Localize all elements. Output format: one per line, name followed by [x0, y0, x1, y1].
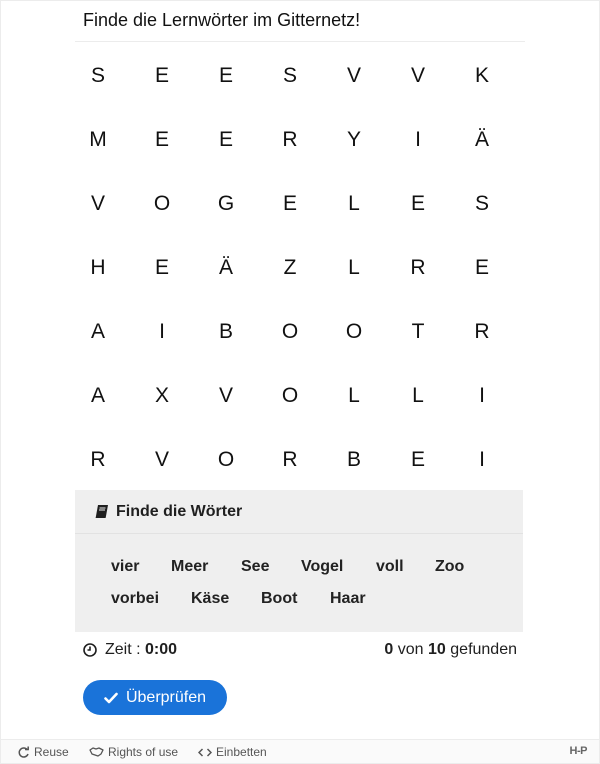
grid-cell[interactable]: A — [90, 384, 105, 407]
grid-cell[interactable]: V — [346, 64, 361, 87]
grid-cell[interactable]: V — [154, 448, 169, 471]
status-bar — [83, 641, 517, 661]
grid-cell[interactable]: O — [153, 192, 171, 215]
words-panel — [75, 490, 523, 632]
grid-cell[interactable]: V — [218, 384, 233, 407]
found-count: 0 — [384, 641, 394, 658]
grid-cell[interactable]: Z — [283, 256, 297, 279]
grid-cell[interactable]: X — [154, 384, 169, 407]
grid-cell[interactable]: V — [90, 192, 105, 215]
grid-cell[interactable]: E — [410, 448, 425, 471]
grid-cell[interactable]: S — [474, 192, 489, 215]
grid-cell[interactable]: E — [154, 256, 169, 279]
letter-grid[interactable] — [66, 44, 514, 492]
grid-cell[interactable]: L — [348, 384, 360, 407]
code-icon — [198, 747, 212, 758]
embed-label: Einbetten — [216, 745, 267, 759]
footer — [1, 739, 599, 763]
grid-cell[interactable]: R — [90, 448, 106, 471]
found-total: 10 — [428, 641, 446, 658]
word-item: Käse — [191, 590, 230, 607]
word-item: Boot — [261, 590, 298, 607]
grid-cell[interactable]: O — [281, 320, 299, 343]
timer-value: 0:00 — [145, 641, 178, 658]
divider — [75, 41, 525, 42]
words-panel-header — [75, 490, 523, 534]
words-panel-title: Finde die Wörter — [116, 502, 243, 520]
grid-cell[interactable]: R — [410, 256, 426, 279]
word-item: vorbei — [111, 590, 160, 607]
reuse-icon — [17, 746, 30, 759]
word-item: vier — [111, 558, 140, 575]
grid-cell[interactable]: M — [89, 128, 107, 151]
grid-cell[interactable]: V — [410, 64, 425, 87]
reuse-label: Reuse — [34, 745, 69, 759]
embed-link[interactable] — [198, 745, 267, 759]
rights-link[interactable] — [89, 745, 178, 759]
rights-label: Rights of use — [108, 745, 179, 759]
timer-label: Zeit : — [105, 641, 141, 658]
grid-cell[interactable]: E — [154, 64, 169, 87]
word-item: Zoo — [435, 558, 465, 575]
grid-cell[interactable]: O — [345, 320, 363, 343]
grid-cell[interactable]: Ä — [218, 256, 233, 279]
grid-cell[interactable]: A — [90, 320, 105, 343]
grid-cell[interactable]: L — [348, 256, 360, 279]
word-item: Vogel — [301, 558, 344, 575]
grid-cell[interactable]: T — [411, 320, 425, 343]
grid-cell[interactable]: E — [410, 192, 425, 215]
grid-cell[interactable]: E — [218, 128, 233, 151]
grid-cell[interactable]: S — [282, 64, 297, 87]
reuse-link[interactable] — [17, 745, 69, 759]
grid-cell[interactable]: Y — [346, 128, 361, 151]
grid-cell[interactable]: R — [474, 320, 490, 343]
grid-cell[interactable]: H — [90, 256, 106, 279]
grid-cell[interactable]: O — [281, 384, 299, 407]
grid-cell[interactable]: I — [479, 384, 485, 407]
word-item: voll — [376, 558, 404, 575]
word-item: Meer — [171, 558, 209, 575]
grid-cell[interactable]: L — [412, 384, 424, 407]
word-item: Haar — [330, 590, 366, 607]
grid-cell[interactable]: I — [159, 320, 165, 343]
grid-cell[interactable]: R — [282, 448, 298, 471]
grid-cell[interactable]: B — [218, 320, 233, 343]
book-icon — [95, 505, 109, 518]
check-button-label: Überprüfen — [125, 688, 207, 706]
check-button[interactable] — [83, 680, 227, 715]
grid-cell[interactable]: E — [282, 192, 297, 215]
task-instruction: Finde die Lernwörter im Gitternetz! — [83, 10, 361, 30]
found-separator: von — [397, 641, 424, 658]
clock-icon — [83, 643, 97, 657]
found-counter — [384, 641, 517, 659]
word-item: See — [241, 558, 270, 575]
grid-cell[interactable]: E — [154, 128, 169, 151]
grid-cell[interactable]: E — [218, 64, 233, 87]
handshake-icon — [89, 746, 104, 758]
grid-cell[interactable]: K — [474, 64, 489, 87]
grid-cell[interactable]: I — [479, 448, 485, 471]
grid-cell[interactable]: L — [348, 192, 360, 215]
grid-cell[interactable]: I — [415, 128, 421, 151]
grid-cell[interactable]: B — [346, 448, 361, 471]
h5p-logo: H-P — [569, 745, 587, 757]
timer — [83, 641, 177, 659]
found-suffix: gefunden — [450, 641, 517, 658]
grid-cell[interactable]: O — [217, 448, 235, 471]
word-list — [75, 534, 523, 632]
grid-cell[interactable]: Ä — [474, 128, 489, 151]
grid-cell[interactable]: R — [282, 128, 298, 151]
grid-cell[interactable]: G — [217, 192, 235, 215]
grid-cell[interactable]: S — [90, 64, 105, 87]
check-icon — [104, 692, 118, 704]
grid-cell[interactable]: E — [474, 256, 489, 279]
